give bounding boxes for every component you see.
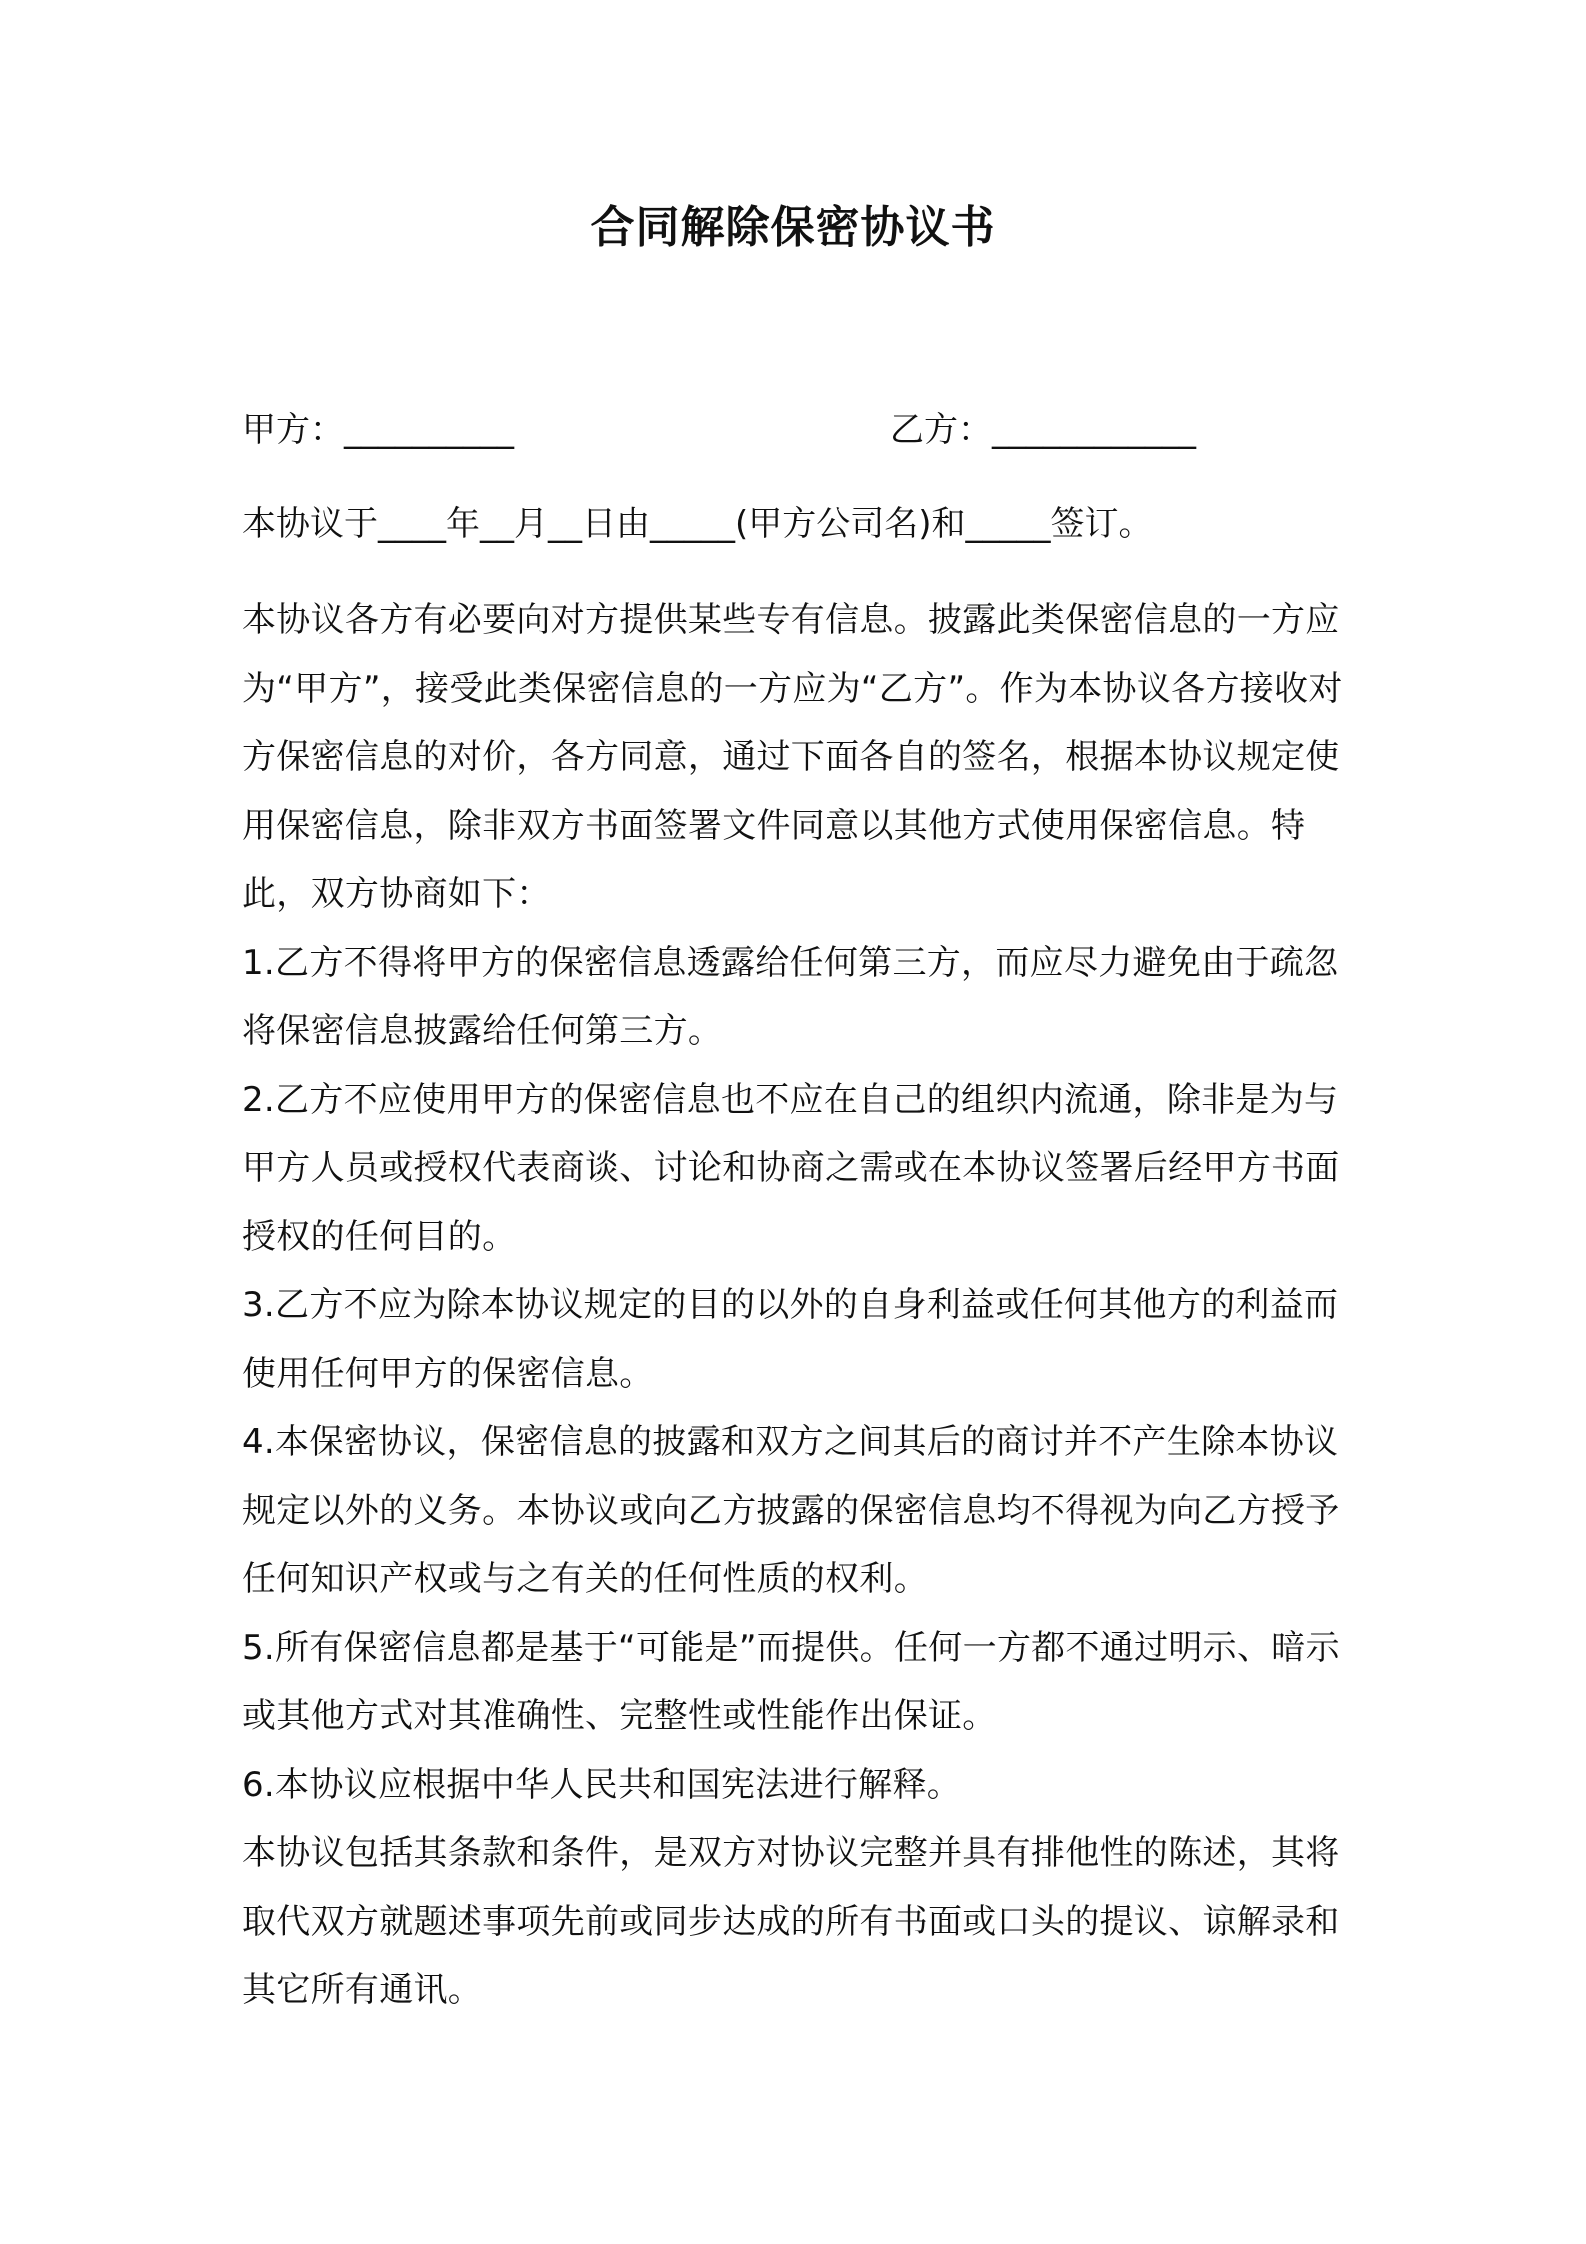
clause-4: 4.本保密协议，保密信息的披露和双方之间其后的商讨并不产生除本协议规定以外的义务。本协议或向乙方披露的保密信息均不得视为向乙方授予任何知识产权或与之有关的任何性质的权利。 — [242, 1422, 1340, 1599]
entire-agreement-paragraph: 本协议包括其条款和条件，是双方对协议完整并具有排他性的陈述，其将取代双方就题述事项先前或同步达成的所有书面或口头的提议、谅解录和其它所有通讯。 — [242, 1833, 1340, 2010]
document-title: 合同解除保密协议书 — [590, 202, 996, 253]
agreement-body — [242, 586, 1362, 2025]
clause-1: 1.乙方不得将甲方的保密信息透露给任何第三方，而应尽力避免由于疏忽将保密信息披露给任何第三方。 — [242, 942, 1339, 1051]
preamble-paragraph: 本协议各方有必要向对方提供某些专有信息。披露此类保密信息的一方应为“甲方”，接受此类保密信息的一方应为“乙方”。作为本协议各方接收对方保密信息的对价，各方同意，通过下面各自的签名，根据本协议规定使用保密信息，除非双方书面签署文件同意以其他方式使用保密信息。特此，双方协商如下： — [242, 600, 1343, 914]
party-b-field: 乙方：____________ — [890, 410, 1196, 450]
clause-6: 6.本协议应根据中华人民共和国宪法进行解释。 — [242, 1764, 962, 1805]
signing-date-line: 本协议于____年__月__日由_____(甲方公司名)和_____签订。 — [242, 504, 1153, 544]
clause-2: 2.乙方不应使用甲方的保密信息也不应在自己的组织内流通，除非是为与甲方人员或授权代表商谈、讨论和协商之需或在本协议签署后经甲方书面授权的任何目的。 — [242, 1079, 1340, 1257]
party-a-field: 甲方：__________ — [242, 410, 514, 450]
parties-line — [242, 400, 1382, 460]
clause-3: 3.乙方不应为除本协议规定的目的以外的自身利益或任何其他方的利益而使用任何甲方的保密信息。 — [242, 1285, 1339, 1394]
clause-5: 5.所有保密信息都是基于“可能是”而提供。任何一方都不通过明示、暗示或其他方式对其准确性、完整性或性能作出保证。 — [242, 1627, 1340, 1736]
